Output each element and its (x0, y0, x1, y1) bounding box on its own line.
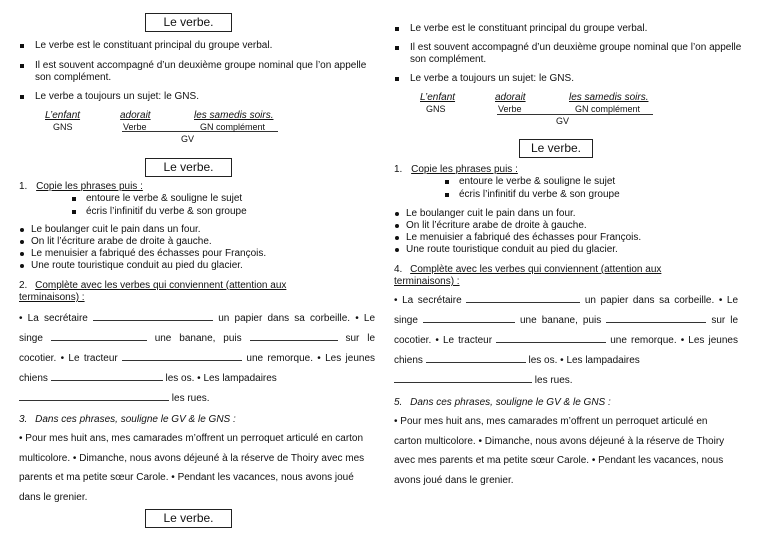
text: Le singe (19, 313, 376, 344)
title-box: Le verbe. (145, 158, 232, 177)
underline-paragraph: • Pour mes huit ans, mes camarades m’offrent un perroquet articulé en carton multicolore. • Dimanche, nous avons déjeuné à la réserve de Thoiry avec mes parents et ma petite sœur Carole. • Pendant les vacances, nous avons joué dans le grenier. (19, 433, 365, 503)
example-label: GN complément (575, 104, 641, 114)
example-label: GN complément (200, 122, 266, 132)
fill-in-paragraph: • La secrétaire un papier dans sa corbeille. • Le singe une banane, puis sur le cocotier. • Le tracteur une remorque. • Les jeunes chiens les os. • Les lampadaires les rues. (394, 295, 739, 386)
blank-field[interactable] (250, 331, 338, 341)
sentence: Le menuisier a fabriqué des échasses pour François. (19, 248, 266, 259)
blank-field[interactable] (51, 331, 147, 341)
example-label: Verbe (498, 104, 522, 114)
text: les os. (165, 373, 195, 384)
exercise-title: Complète avec les verbes qui conviennent (attention aux (35, 280, 287, 291)
text: Le singe (394, 295, 739, 326)
exercise-title: Copie les phrases puis : (411, 164, 518, 175)
exercise-1-heading (394, 164, 518, 175)
sub-instruction: entoure le verbe & souligne le sujet (441, 176, 615, 188)
example-word: adorait (120, 110, 151, 121)
intro-bullet: Le verbe a toujours un sujet: le GNS. (18, 91, 355, 103)
blank-field[interactable] (394, 373, 532, 383)
exercise-5-heading (394, 397, 611, 408)
blank-field[interactable] (122, 351, 242, 361)
text: une banane, puis (154, 333, 242, 344)
example-label: GNS (426, 104, 446, 114)
exercise-title: terminaisons) : (394, 276, 460, 287)
exercise-title: Dans ces phrases, souligne le GV & le GNS : (410, 397, 611, 408)
exercise-2-heading (19, 280, 339, 304)
blank-field[interactable] (423, 313, 515, 323)
intro-bullet: Le verbe est le constituant principal du groupe verbal. (18, 40, 355, 52)
intro-bullet: Il est souvent accompagné d’un deuxième groupe nominal que l’on appelle son complément. (393, 42, 755, 65)
exercise-4-heading (394, 264, 714, 288)
text: une remorque. (246, 353, 313, 364)
blank-field[interactable] (496, 333, 606, 343)
text: une banane, puis (520, 315, 602, 326)
text: Les lampadaires (203, 373, 277, 384)
sentence: On lit l’écriture arabe de droite à gauche. (19, 236, 212, 247)
title-box: Le verbe. (519, 139, 593, 158)
sentence: Pendant les vacances, nous avons joué dans le grenier. (394, 455, 724, 486)
sub-instruction: écris l’infinitif du verbe & son groupe (441, 189, 620, 201)
sentence: Le boulanger cuit le pain dans un four. (394, 208, 576, 219)
example-label: Verbe (123, 122, 147, 132)
blank-field[interactable] (606, 313, 706, 323)
example-label: GNS (53, 122, 73, 132)
intro-bullet: Le verbe est le constituant principal du groupe verbal. (393, 23, 730, 35)
sentence: Une route touristique conduit au pied du glacier. (19, 260, 243, 271)
blank-field[interactable] (93, 311, 213, 321)
exercise-number: 1. (19, 181, 28, 192)
sub-instruction: écris l’infinitif du verbe & son groupe (68, 206, 247, 218)
blank-field[interactable] (51, 371, 163, 381)
example-word: les samedis soirs. (569, 92, 649, 103)
example-word: L’enfant (420, 92, 456, 103)
sub-instruction: entoure le verbe & souligne le sujet (68, 193, 242, 205)
text: La secrétaire (402, 295, 462, 306)
gv-line (497, 114, 653, 115)
title-box: Le verbe. (145, 13, 232, 32)
sentence: Le menuisier a fabriqué des échasses pour François. (394, 232, 641, 243)
text: sur le cocotier. (394, 315, 739, 346)
example-word: L’enfant (45, 110, 81, 121)
sentence: Dimanche, nous avons déjeuné à la réserve de Thoiry avec mes parents et ma petite sœur Carole. (394, 435, 725, 466)
blank-field[interactable] (426, 353, 526, 363)
title-box: Le verbe. (145, 509, 232, 528)
text: La secrétaire (27, 313, 88, 324)
exercise-title: Dans ces phrases, souligne le GV & le GNS : (35, 414, 236, 425)
text: Le tracteur (68, 353, 118, 364)
text: les os. (528, 355, 558, 366)
example-label: GV (181, 134, 195, 144)
sentence: Pour mes huit ans, mes camarades m’offrent un perroquet articulé en carton multicolore. (19, 433, 364, 464)
sentence: Dimanche, nous avons déjeuné à la réserve de Thoiry avec mes parents et ma petite sœur Carole. (19, 452, 365, 483)
exercise-number: 3. (19, 414, 28, 425)
text: sur le cocotier. (19, 333, 376, 364)
text: Le tracteur (442, 335, 493, 346)
sentence: Le boulanger cuit le pain dans un four. (19, 224, 201, 235)
exercise-1-heading (19, 181, 143, 192)
example-word: adorait (495, 92, 526, 103)
sentence: Pour mes huit ans, mes camarades m’offrent un perroquet articulé en carton multicolore. (394, 416, 708, 447)
fill-in-paragraph: • La secrétaire un papier dans sa corbeille. • Le singe une banane, puis sur le cocotier. • Le tracteur une remorque. • Les jeunes chiens les os. • Les lampadaires les rues. (19, 313, 376, 404)
intro-bullet: Il est souvent accompagné d’un deuxième groupe nominal que l’on appelle son complément. (18, 60, 380, 83)
exercise-title: terminaisons) : (19, 292, 85, 303)
blank-field[interactable] (19, 391, 169, 401)
sentence: On lit l’écriture arabe de droite à gauche. (394, 220, 587, 231)
exercise-number: 5. (394, 397, 403, 408)
blank-field[interactable] (466, 293, 580, 303)
text: Les jeunes chiens (394, 335, 738, 366)
exercise-number: 1. (394, 164, 403, 175)
exercise-number: 4. (394, 264, 403, 275)
text: les rues. (534, 375, 573, 386)
sentence: Pendant les vacances, nous avons joué dans le grenier. (19, 472, 354, 503)
text: les rues. (171, 393, 210, 404)
text: Les jeunes chiens (19, 353, 376, 384)
intro-bullet: Le verbe a toujours un sujet: le GNS. (393, 73, 730, 85)
exercise-title: Copie les phrases puis : (36, 181, 143, 192)
underline-paragraph: • Pour mes huit ans, mes camarades m’offrent un perroquet articulé en carton multicolore. • Dimanche, nous avons déjeuné à la réserve de Thoiry avec mes parents et ma petite sœur Carole. • Pendant les vacances, nous avons joué dans le grenier. (394, 416, 725, 486)
exercise-number: 2. (19, 280, 28, 291)
exercise-3-heading (19, 414, 236, 425)
text: une remorque. (610, 335, 677, 346)
text: un papier dans sa corbeille. (584, 295, 715, 306)
text: Les lampadaires (566, 355, 640, 366)
sentence: Une route touristique conduit au pied du glacier. (394, 244, 618, 255)
example-word: les samedis soirs. (194, 110, 274, 121)
example-label: GV (556, 116, 570, 126)
exercise-title: Complète avec les verbes qui conviennent (attention aux (410, 264, 662, 275)
text: un papier dans sa corbeille. (218, 313, 351, 324)
